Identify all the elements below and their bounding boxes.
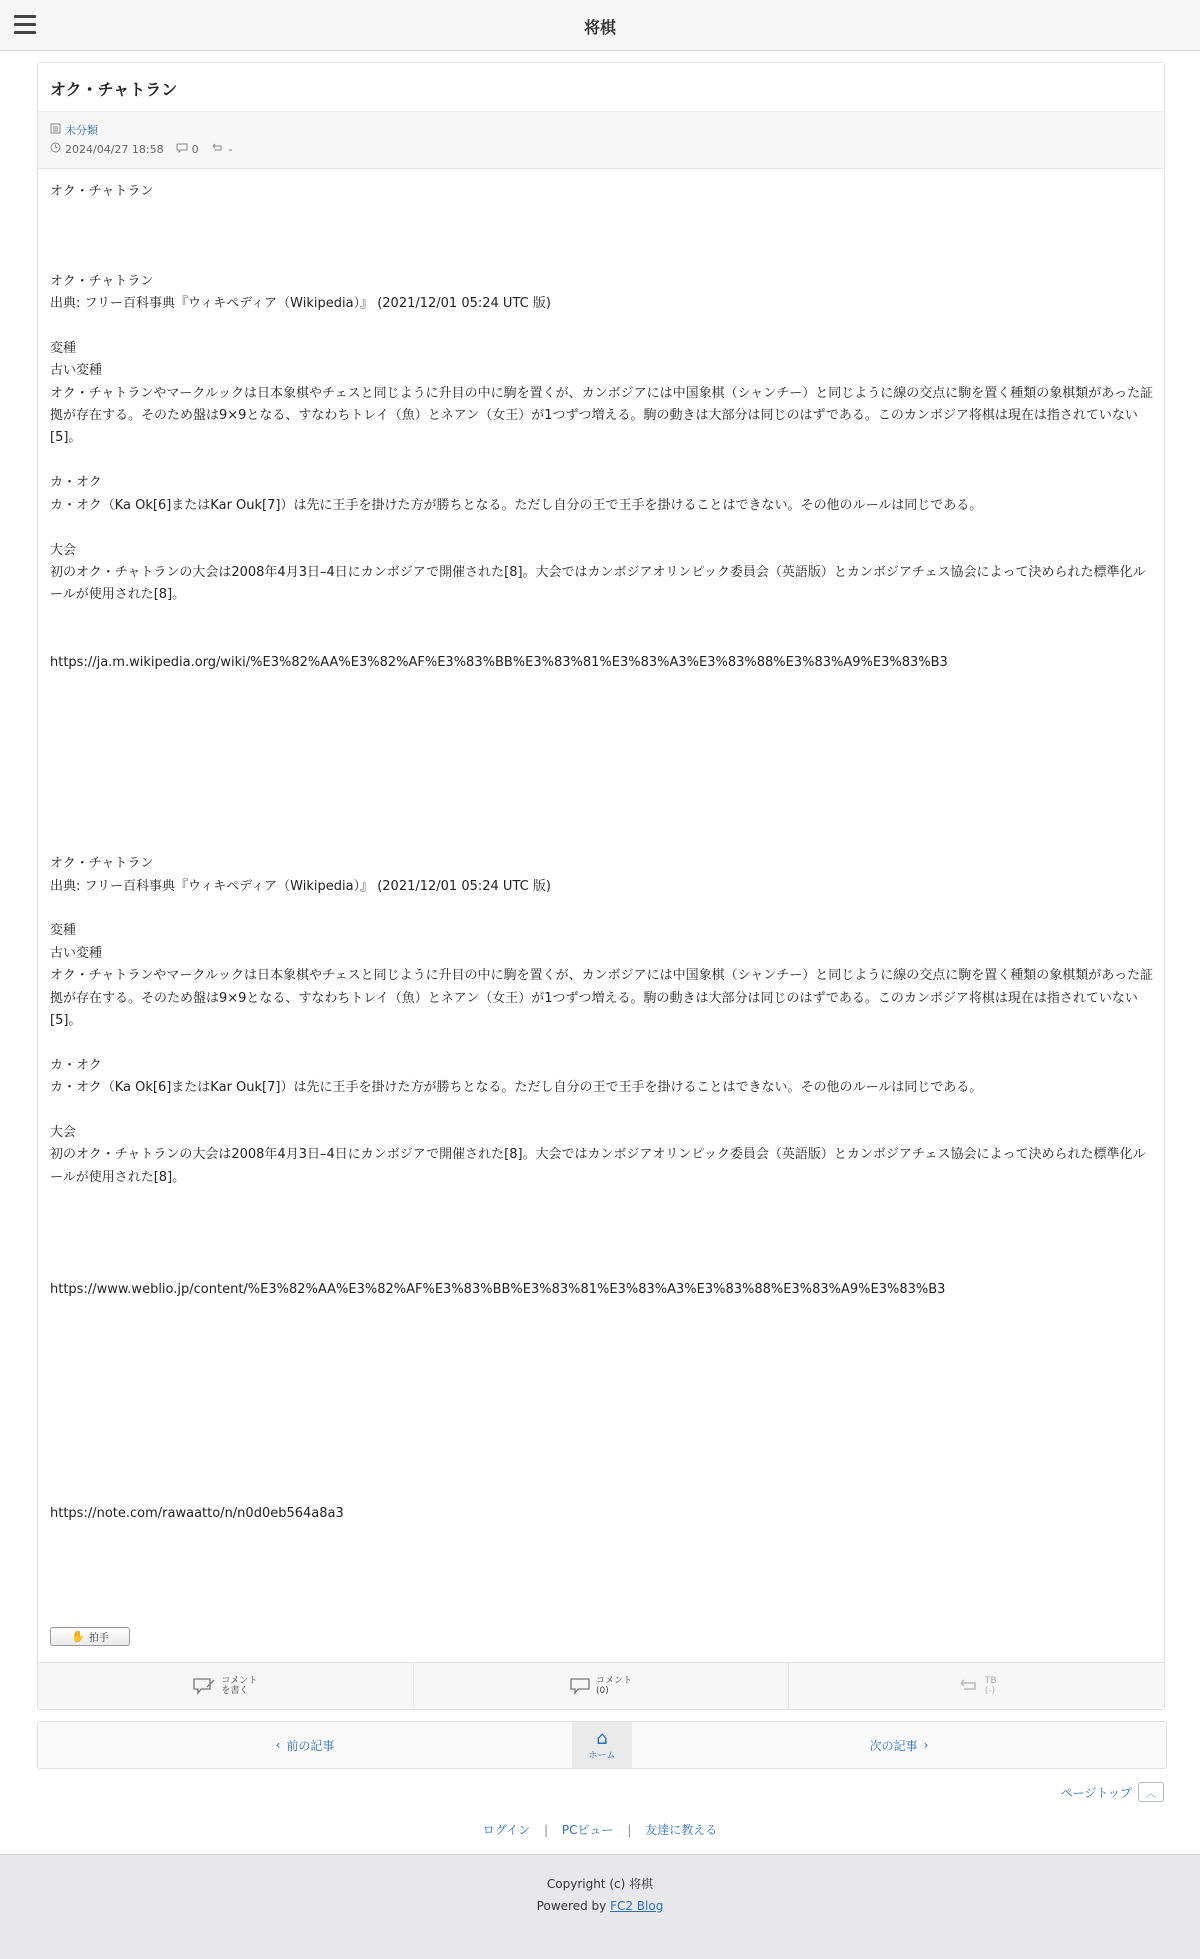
top-bar	[0, 0, 1200, 51]
trackback-footer-icon	[957, 1678, 979, 1694]
powered-by: Powered by FC2 Blog	[536, 1899, 664, 1913]
document-icon	[50, 123, 61, 137]
prev-article-link[interactable]: ‹ 前の記事	[275, 1738, 335, 1753]
copyright-footer	[0, 1854, 1200, 1959]
comment-icon	[176, 143, 188, 156]
fc2-blog-link[interactable]: FC2 Blog	[610, 1899, 664, 1913]
write-comment-icon	[193, 1677, 215, 1695]
chevron-left-icon: ‹	[275, 1738, 281, 1752]
comments-icon	[570, 1677, 590, 1695]
clock-icon	[50, 142, 61, 156]
entry-datetime: 2024/04/27 18:58	[65, 142, 164, 156]
clap-icon: ✋	[71, 1630, 85, 1643]
home-button[interactable]: ⌂ ホーム	[572, 1722, 632, 1768]
write-comment-button[interactable]: コメント を書く	[38, 1663, 414, 1709]
category-link[interactable]: 未分類	[65, 124, 98, 137]
tell-friend-link[interactable]: 友達に教える	[645, 1823, 718, 1837]
site-title[interactable]: 将棋	[583, 18, 616, 37]
article-pager	[37, 1721, 1167, 1769]
clap-label: 拍手	[88, 1633, 109, 1644]
copyright-text: Copyright (c) 将棋	[546, 1877, 654, 1891]
trackback-icon	[211, 143, 225, 156]
entry-actions	[38, 1662, 1164, 1709]
entry-card	[37, 62, 1165, 1710]
home-icon: ⌂	[596, 1727, 608, 1749]
chevron-right-icon: ›	[923, 1738, 929, 1752]
entry-meta	[38, 111, 1164, 169]
pc-view-link[interactable]: PCビュー	[561, 1823, 614, 1837]
page-top-link[interactable]: ページトップ ︿	[1061, 1782, 1164, 1802]
trackback-button[interactable]: TB (-)	[789, 1663, 1164, 1709]
entry-body: オク・チャトラン オク・チャトラン 出典: フリー百科事典『ウィキペディア（Wikipedia）』 (2021/12/01 05:24 UTC 版) 変種 古い変種 オク・チャトランやマークルックは日本象棋やチェスと同じように升目の中に駒を置くが、カンボジアには中国象棋（シャンチー）と同じように線の交点に駒を置く種類の象棋類があった証拠が存在する。そのため盤は9×9となる、すなわちトレイ（魚）とネアン（女王）が1つずつ増える。駒の動きは大部分は同じのはずである。このカンボジア将棋は現在は指されていない[5]。 カ・オク カ・オク（Ka Ok[6]またはKar Ouk[7]）は先に王手を掛けた方が勝ちとなる。ただし自分の王で王手を掛けることはできない。その他のルールは同じである。 大会 初のオク・チャトランの大会は2008年4月3日–4日にカンボジアで開催された[8]。大会ではカンボジアオリンピック委員会（英語版）とカンボジアチェス協会によって決められた標準化ルールが使用された[8]。 https://ja.m.wikipedia.org/wiki/%E3%82%AA%E3%82%AF%E3%83%BB%E3%83%81%E3%83%A3%E3%83%88%E3%83%A9%E3%83%B3 オク・チャトラン 出典: フリー百科事典『ウィキペディア（Wikipedia）』 (2021/12/01 05:24 UTC 版) 変種 古い変種 オク・チャトランやマークルックは日本象棋やチェスと同じように升目の中に駒を置くが、カンボジアには中国象棋（シャンチー）と同じように線の交点に駒を置く種類の象棋類があった証拠が存在する。そのため盤は9×9となる、すなわちトレイ（魚）とネアン（女王）が1つずつ増える。駒の動きは大部分は同じのはずである。このカンボジア将棋は現在は指されていない[5]。 カ・オク カ・オク（Ka Ok[6]またはKar Ouk[7]）は先に王手を掛けた方が勝ちとなる。ただし自分の王で王手を掛けることはできない。その他のルールは同じである。 大会 初のオク・チャトランの大会は2008年4月3日–4日にカンボジアで開催された[8]。大会ではカンボジアオリンピック委員会（英語版）とカンボジアチェス協会によって決められた標準化ルールが使用された[8]。 https://www.weblio.jp/content/%E3%82%AA%E3%82%AF%E3%83%BB%E3%83%81%E3%83%A3%E3%83%88%E3%83%A9%E3%83%B3 https://note.com/rawaatto/n/n0d0eb564a8a3	[50, 184, 1154, 1521]
clap-button[interactable]	[50, 1627, 130, 1646]
entry-title: オク・チャトラン	[50, 80, 178, 99]
footer-links: ログイン | PCビュー | 友達に教える	[482, 1823, 718, 1837]
comments-button[interactable]: コメント (0)	[414, 1663, 790, 1709]
trackback-count[interactable]: -	[228, 142, 233, 156]
login-link[interactable]: ログイン	[482, 1823, 531, 1837]
chevron-up-icon[interactable]: ︿	[1138, 1782, 1164, 1802]
comment-count[interactable]: 0	[191, 142, 199, 156]
next-article-link[interactable]: 次の記事 ›	[869, 1738, 929, 1753]
